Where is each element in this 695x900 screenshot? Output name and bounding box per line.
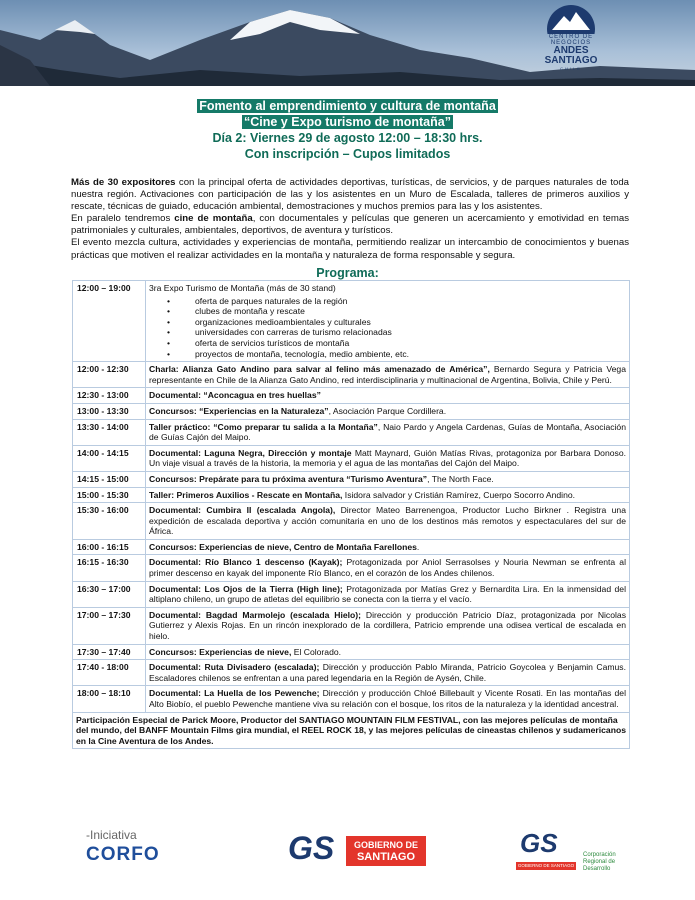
table-row (73, 388, 630, 404)
intro-paragraph-2: En paralelo tendremos cine de montaña, con documentales y películas que generen un acercamiento y emotividad en temas patrimoniales y culturales, ambientales, deportivos, de aventura y turísticos. (71, 213, 629, 237)
table-row (73, 281, 630, 362)
row-description: Taller: Primeros Auxilios - Rescate en Montaña, Isidora salvador y Cristián Ramírez, Cuerpo Socorro Andino. (146, 487, 630, 503)
row-description: Documental: Río Blanco 1 descenso (Kayak); Protagonizada por Aniol Serrasolses y Nouria Newman se enfrenta al primer descenso en kayak del imponente Río Blanco, en el corazón de los Andes chilenos. (146, 555, 630, 581)
row-time: 14:00 - 14:15 (73, 445, 146, 471)
row-time: 12:00 – 19:00 (73, 281, 146, 362)
expo-bullet-list (167, 296, 626, 360)
table-row (73, 445, 630, 471)
corfo-logo: CORFO (86, 844, 160, 865)
sponsor-logos (0, 820, 695, 900)
intro-paragraph-1: Más de 30 expositores con la principal oferta de actividades deportivas, turísticas, de servicios, y de parques naturales de toda nuestra región. Activaciones con participación de las y los asistentes en un Muro de Escalada, talleres de primeros auxilios y rescate, técnicas de guiado, educación ambiental, demostraciones y muchos premios para las y los asistentes. (71, 177, 629, 213)
row-time: 13:00 - 13:30 (73, 403, 146, 419)
special-participation-note: Participación Especial de Parick Moore, Productor del SANTIAGO MOUNTAIN FILM FESTIVAL, con las mejores películas de montaña del mundo, del BANFF Mountain Films gira mundial, el REEL ROCK 18, y las mejores películas de cineastas chilenos y sudamericanos en la Cine Aventura de los Andes. (73, 712, 630, 749)
row-description: Concursos: “Experiencias en la Naturaleza”, Asociación Parque Cordillera. (146, 403, 630, 419)
table-row (73, 487, 630, 503)
row-description: Concursos: Experiencias de nieve, Centro de Montaña Farellones. (146, 539, 630, 555)
row-time: 16:30 – 17:00 (73, 581, 146, 607)
gs-small-subtitle: GOBIERNO DE SANTIAGO (517, 863, 575, 868)
mountain-banner (0, 0, 695, 86)
row-time: 17:40 - 18:00 (73, 660, 146, 686)
table-row (73, 555, 630, 581)
header-line-2: “Cine y Expo turismo de montaña” (244, 115, 451, 129)
row-description: Documental: La Huella de los Pewenche; Dirección y producción Chloé Billebault y Vicente Rosati. En las montañas del Alto Biobío, el pueblo Pewenche mantiene viva su relación con el bosque, los ritos de la naturaleza y la identidad ancestral. (146, 686, 630, 712)
table-row (73, 712, 630, 749)
row-time: 14:15 - 15:00 (73, 471, 146, 487)
gs-small-logo: GS (520, 828, 558, 858)
row-description: Documental: Bagdad Marmolejo (escalada Hielo); Dirección y producción Patricio Díaz, protagonizada por Nicolas Gutierrez y Alexis Rojas. En un rincón inexplorado de la cordillera, Patricio emprende una odisea vertical de escalada en hielo. (146, 607, 630, 644)
logo-name-1: ANDES (553, 45, 589, 56)
row-description: 3ra Expo Turismo de Montaña (más de 30 stand) • oferta de parques naturales de la región • clubes de montaña y rescate • organizaciones medioambientales y culturales • universidades con carreras de turismo relacionadas • oferta de servicios turísticos de montaña • proyectos de montaña, tecnología, medio ambiente, etc. (146, 281, 630, 362)
logo-tagline: CENTRO DE NEGOCIOS (548, 34, 594, 46)
program-title: Programa: (316, 266, 379, 280)
list-item: • universidades con carreras de turismo relacionadas (167, 327, 626, 338)
row-description: Documental: Los Ojos de la Tierra (High line); Protagonizada por Matías Grez y Bernardita Lira. En la inmensidad del altiplano chileno, un grupo de atletas del equilibrio se conecta con la tierra y el vacío. (146, 581, 630, 607)
row-description: Concursos: Prepárate para tu próxima aventura “Turismo Aventura”, The North Face. (146, 471, 630, 487)
row-time: 18:00 – 18:10 (73, 686, 146, 712)
table-row (73, 644, 630, 660)
row-description: Charla: Alianza Gato Andino para salvar al felino más amenazado de América”, Bernardo Segura y Patricia Vega representante en Chile de la Alianza Gato Andino, red interdisciplinaria y multinacional de Argentina, Bolivia, Chile y Perú. (146, 362, 630, 388)
row-time: 16:15 - 16:30 (73, 555, 146, 581)
gobierno-santiago-badge: GOBIERNO DE SANTIAGO (346, 836, 426, 866)
intro-paragraph-3: El evento mezcla cultura, actividades y experiencias de montaña, permitiendo realizar un intercambio de conocimientos y buenas prácticas que motiven el realizar actividades en la montaña y naturaleza de forma responsable y segura. (71, 237, 629, 261)
row-description: Documental: “Aconcagua en tres huellas” (146, 388, 630, 404)
row-description: Documental: Cumbira II (escalada Angola), Director Mateo Barrenengoa, Productor Lucho Birkner . Registra una expedición de escalada deportiva y acción comunitaria en uno de los destinos más remotos y espectaculares del sur de África. (146, 503, 630, 540)
intro-text (71, 177, 629, 262)
corfo-initiative-label: -Iniciativa (86, 828, 137, 842)
list-item: • clubes de montaña y rescate (167, 306, 626, 317)
header-registration: Con inscripción – Cupos limitados (244, 147, 451, 161)
logo-country: CHILE (560, 66, 582, 71)
table-row (73, 539, 630, 555)
row-time: 17:00 – 17:30 (73, 607, 146, 644)
list-item: • proyectos de montaña, tecnología, medio ambiente, etc. (167, 349, 626, 360)
row-description: Concursos: Experiencias de nieve, El Colorado. (146, 644, 630, 660)
row-time: 16:00 - 16:15 (73, 539, 146, 555)
row-description: Taller práctico: “Como preparar tu salida a la Montaña”, Naio Pardo y Angela Cardenas, Guías de Montaña, Asociación de Guías Cajón del Maipo. (146, 419, 630, 445)
table-row (73, 503, 630, 540)
row-description: Documental: Ruta Divisadero (escalada); Dirección y producción Pablo Miranda, Patricio Goycolea y Benjamin Camus. Escaladores chilenos se enfrentan a una pared legendaria en la Región de Aysén, Chile. (146, 660, 630, 686)
gs-logo: GS (288, 830, 335, 866)
table-row (73, 607, 630, 644)
logo-name-2: SANTIAGO (544, 55, 598, 66)
row-time: 15:00 - 15:30 (73, 487, 146, 503)
row-time: 15:30 - 16:00 (73, 503, 146, 540)
row-time: 17:30 – 17:40 (73, 644, 146, 660)
row-time: 12:00 - 12:30 (73, 362, 146, 388)
corporacion-regional-label: Corporación Regional de Desarrollo (583, 852, 616, 872)
row-time: 13:30 - 14:00 (73, 419, 146, 445)
list-item: • oferta de servicios turísticos de montaña (167, 338, 626, 349)
table-row (73, 419, 630, 445)
list-item: • oferta de parques naturales de la región (167, 296, 626, 307)
table-row (73, 686, 630, 712)
row-description: Documental: Laguna Negra, Dirección y montaje Matt Maynard, Guión Matías Rivas, protagoniza por Barbara Donoso. Un viaje visual a través de la historia, la memoria y el agua de las montañas del Cajón del Maipo. (146, 445, 630, 471)
table-row (73, 660, 630, 686)
table-row (73, 581, 630, 607)
row-time: 12:30 - 13:00 (73, 388, 146, 404)
andes-santiago-logo (540, 2, 602, 70)
list-item: • organizaciones medioambientales y culturales (167, 317, 626, 328)
table-row (73, 362, 630, 388)
table-row (73, 471, 630, 487)
table-row (73, 403, 630, 419)
header-line-1: Fomento al emprendimiento y cultura de montaña (199, 99, 496, 113)
header-date: Día 2: Viernes 29 de agosto 12:00 – 18:30 hrs. (212, 131, 483, 145)
program-table (72, 280, 630, 749)
